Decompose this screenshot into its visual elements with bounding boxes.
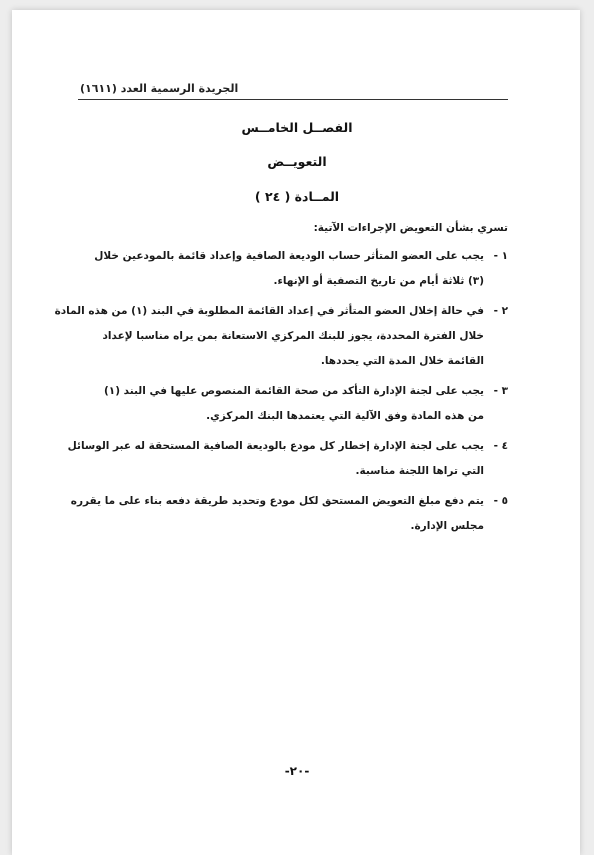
- header-divider: [78, 99, 508, 100]
- list-item: [70, 489, 508, 539]
- item-text-line: من هذه المادة وفق الآلية التي يعتمدها البنك المركزي.: [206, 410, 484, 422]
- list-item: [88, 244, 508, 294]
- item-text-line: يجب على العضو المتأثر حساب الوديعة الصافية وإعداد قائمة بالمودعين خلال: [94, 250, 484, 262]
- item-text-line: (٣) ثلاثة أيام من تاريخ التصفية أو الإنهاء.: [273, 275, 484, 287]
- subject-heading: التعويــض: [267, 154, 327, 169]
- article-intro: تسري بشأن التعويض الإجراءات الآتية:: [313, 222, 508, 234]
- article-body: [54, 217, 508, 544]
- item-text-line: مجلس الإدارة.: [410, 520, 484, 532]
- list-item: [54, 299, 508, 374]
- chapter-heading: الفصــل الخامــس: [241, 120, 353, 135]
- item-text-line: التي تراها اللجنة مناسبة.: [355, 465, 484, 477]
- item-text-line: القائمة خلال المدة التي يحددها.: [320, 355, 484, 367]
- page-number: -٢٠-: [284, 764, 310, 778]
- item-text-line: يجب على لجنة الإدارة التأكد من صحة القائمة المنصوص عليها في البند (١): [103, 385, 484, 397]
- article-heading: المــادة ( ٢٤ ): [254, 189, 340, 204]
- item-number: ٥ -: [493, 495, 508, 507]
- item-text-line: خلال الفترة المحددة، يجوز للبنك المركزي الاستعانة بمن يراه مناسبا لإعداد: [102, 330, 484, 342]
- item-number: ١ -: [493, 250, 508, 262]
- item-text-line: يجب على لجنة الإدارة إخطار كل مودع بالوديعة الصافية المستحقة له عبر الوسائل: [67, 440, 484, 452]
- gazette-header: الجريدة الرسمية العدد (١٦١١): [80, 82, 239, 95]
- item-number: ٣ -: [493, 385, 508, 397]
- item-number: ٤ -: [493, 440, 508, 452]
- item-text-line: في حالة إخلال العضو المتأثر في إعداد القائمة المطلوبة في البند (١) من هذه المادة: [54, 305, 484, 317]
- item-number: ٢ -: [493, 305, 508, 317]
- list-item: [67, 434, 508, 484]
- item-text-line: يتم دفع مبلغ التعويض المستحق لكل مودع وتحديد طريقة دفعه بناء على ما يقرره: [70, 495, 484, 507]
- list-item: [88, 379, 508, 429]
